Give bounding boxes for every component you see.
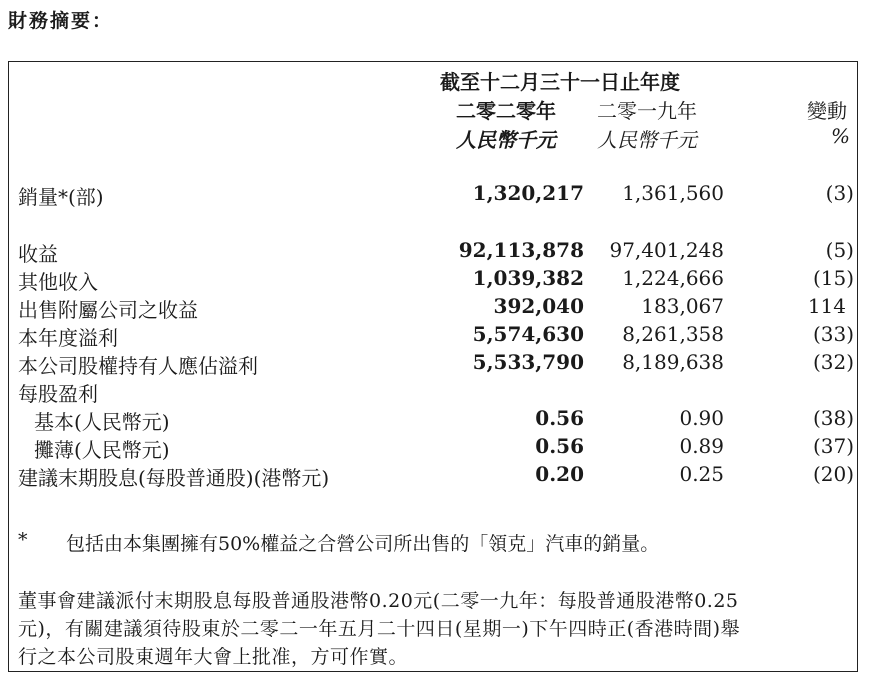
- value-2019: 183,067: [641, 294, 724, 318]
- value-2020: 0.20: [535, 462, 584, 486]
- table-row: [18, 266, 858, 294]
- row-label: 基本(人民幣元): [34, 410, 170, 434]
- paragraph-line: 行之本公司股東週年大會上批准，方可作實。: [18, 646, 409, 668]
- change-value: 114: [807, 294, 846, 318]
- table-row: [18, 294, 858, 322]
- value-2019: 1,361,560: [622, 181, 724, 205]
- year-2019-header: 二零一九年: [597, 99, 697, 123]
- unit-2019-header: 人民幣千元: [597, 128, 697, 152]
- table-row: [18, 322, 858, 350]
- row-label: 本年度溢利: [18, 326, 118, 350]
- table-row: [18, 462, 858, 490]
- table-row: [18, 238, 858, 266]
- value-2020: 0.56: [535, 434, 584, 458]
- value-2020: 5,533,790: [472, 350, 584, 374]
- footnote-text: 包括由本集團擁有50%權益之合營公司所出售的「領克」汽車的銷量。: [66, 533, 660, 555]
- change-value: (37): [812, 434, 854, 458]
- value-2020: 1,320,217: [472, 181, 584, 205]
- value-2020: 92,113,878: [458, 238, 584, 262]
- change-value: (5): [825, 238, 854, 262]
- row-label: 本公司股權持有人應佔溢利: [18, 354, 258, 378]
- value-2020: 392,040: [493, 294, 584, 318]
- table-row: [18, 434, 858, 462]
- value-2020: 5,574,630: [472, 322, 584, 346]
- value-2020: 0.56: [535, 406, 584, 430]
- row-label: 出售附屬公司之收益: [18, 298, 198, 322]
- value-2020: 1,039,382: [472, 266, 584, 290]
- paragraph-line: 董事會建議派付末期股息每股普通股港幣0.20元(二零一九年：每股普通股港幣0.25: [18, 590, 739, 612]
- row-label: 收益: [18, 242, 58, 266]
- row-label: 其他收入: [18, 270, 98, 294]
- change-value: (33): [812, 322, 854, 346]
- table-row: [18, 406, 858, 434]
- change-value: (38): [812, 406, 854, 430]
- value-2019: 0.25: [679, 462, 724, 486]
- change-header: 變動: [807, 99, 847, 123]
- section-heading: 財務摘要：: [8, 10, 114, 32]
- row-label: 銷量*(部): [18, 185, 104, 209]
- row-label: 攤薄(人民幣元): [34, 438, 170, 462]
- value-2019: 8,261,358: [622, 322, 724, 346]
- change-value: (15): [812, 266, 854, 290]
- change-unit-header: %: [831, 124, 851, 148]
- unit-2020-header: 人民幣千元: [456, 128, 556, 152]
- table-row: [18, 378, 858, 406]
- year-2020-header: 二零二零年: [456, 99, 556, 123]
- value-2019: 8,189,638: [622, 350, 724, 374]
- change-value: (32): [812, 350, 854, 374]
- table-row: [18, 350, 858, 378]
- change-value: (3): [825, 181, 854, 205]
- paragraph-line: 元)，有關建議須待股東於二零二一年五月二十四日(星期一)下午四時正(香港時間)舉: [18, 618, 741, 640]
- value-2019: 1,224,666: [622, 266, 724, 290]
- row-label: 每股盈利: [18, 382, 98, 406]
- table-row: [18, 181, 858, 209]
- footnote-mark: *: [18, 529, 28, 551]
- value-2019: 0.89: [679, 434, 724, 458]
- value-2019: 0.90: [679, 406, 724, 430]
- period-header: 截至十二月三十一日止年度: [440, 70, 680, 94]
- change-value: (20): [812, 462, 854, 486]
- value-2019: 97,401,248: [609, 238, 724, 262]
- row-label: 建議末期股息(每股普通股)(港幣元): [18, 466, 330, 490]
